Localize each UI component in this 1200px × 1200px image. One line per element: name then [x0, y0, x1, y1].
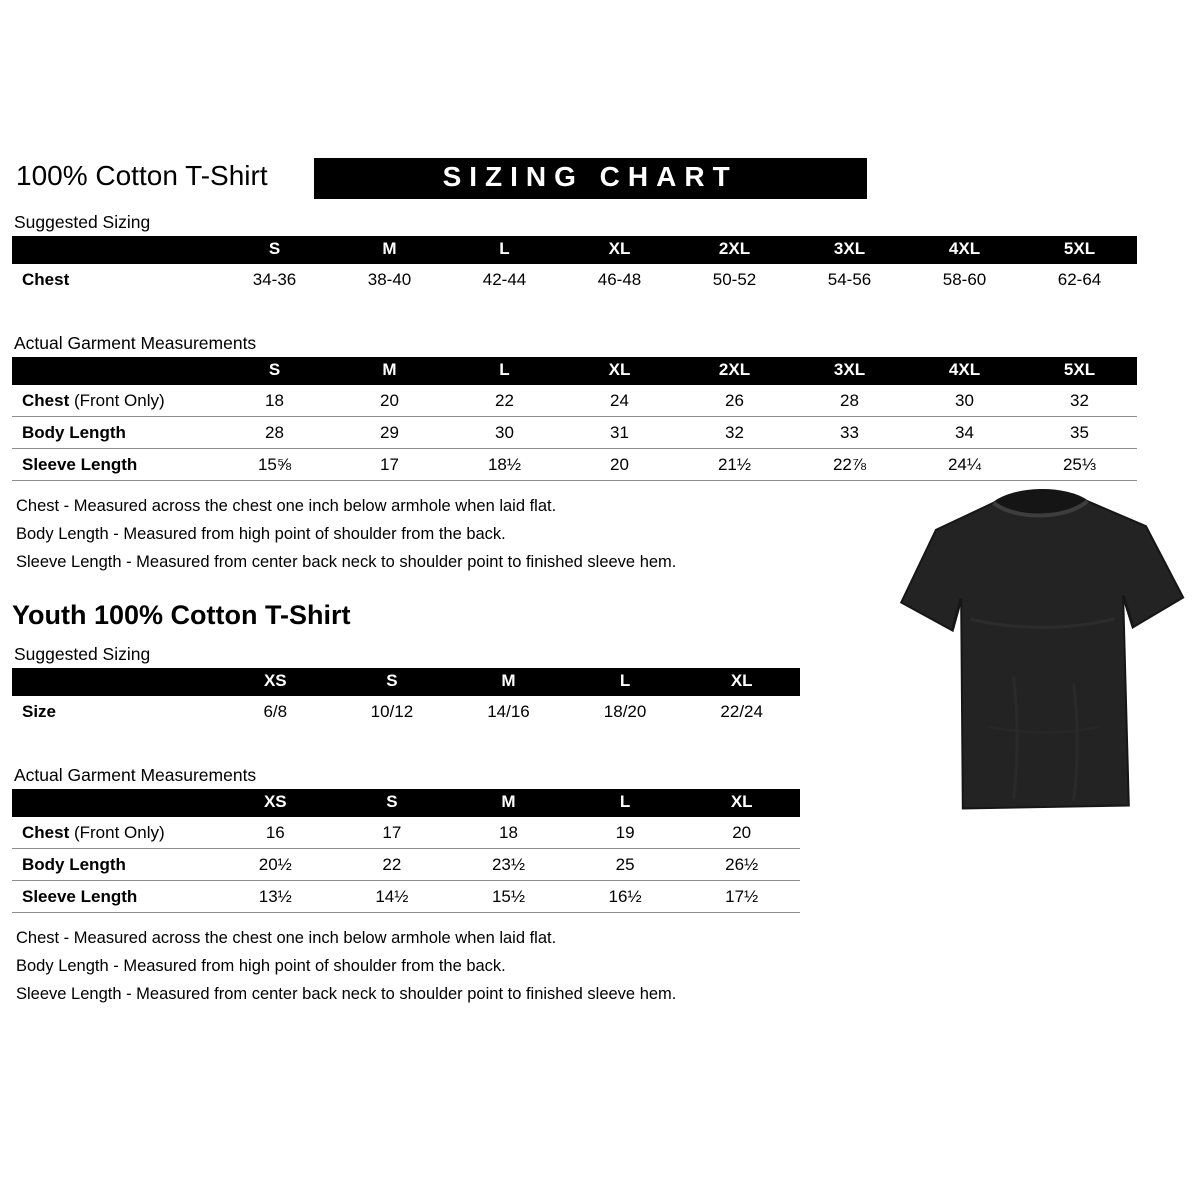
size-column-header: XL [683, 668, 800, 696]
page-header [12, 158, 1144, 199]
note-line: Sleeve Length - Measured from center back neck to shoulder point to finished sleeve hem. [16, 985, 677, 1003]
adult-actual-table [12, 357, 1137, 481]
size-header-row [12, 357, 1137, 385]
note-line: Body Length - Measured from high point of shoulder from the back. [16, 957, 506, 975]
measurement-value: 25 [567, 849, 684, 881]
size-column-header: XL [683, 789, 800, 817]
size-column-header: M [450, 668, 567, 696]
size-column-header: 2XL [677, 357, 792, 385]
measurement-value: 50-52 [712, 270, 757, 289]
measurement-value: 38-40 [367, 270, 412, 289]
measurement-value: 22 [334, 849, 451, 881]
youth-title: Youth 100% Cotton T-Shirt [12, 600, 351, 630]
measurement-value: 15½ [450, 881, 567, 913]
measurement-value: 14/16 [487, 702, 530, 721]
size-column-header: L [447, 357, 562, 385]
measurement-value: 22/24 [720, 702, 763, 721]
size-column-header: M [450, 789, 567, 817]
row-label: Body Length [12, 417, 217, 449]
measurement-row [12, 696, 800, 727]
measurement-value: 23½ [450, 849, 567, 881]
size-column-header: 4XL [907, 357, 1022, 385]
size-column-header: 5XL [1022, 357, 1137, 385]
size-column-header: XL [562, 357, 677, 385]
note-line: Sleeve Length - Measured from center back neck to shoulder point to finished sleeve hem. [16, 553, 677, 571]
row-label: Size [22, 702, 57, 721]
adult-actual-label: Actual Garment Measurements [14, 333, 257, 353]
measurement-value: 35 [1022, 417, 1137, 449]
measurement-value: 54-56 [827, 270, 872, 289]
measurement-value: 33 [792, 417, 907, 449]
measurement-row [12, 264, 1137, 295]
measurement-value: 32 [677, 417, 792, 449]
header-spacer [12, 668, 217, 696]
tshirt-photo [893, 476, 1193, 818]
measurement-value: 46-48 [597, 270, 642, 289]
measurement-value: 22 [447, 385, 562, 417]
size-header-row [12, 668, 800, 696]
measurement-value: 31 [562, 417, 677, 449]
adult-suggested-table [12, 236, 1137, 295]
measurement-value: 14½ [334, 881, 451, 913]
measurement-value: 20½ [217, 849, 334, 881]
measurement-row [12, 817, 800, 849]
size-column-header: M [332, 357, 447, 385]
measurement-value: 34 [907, 417, 1022, 449]
measurement-value: 62-64 [1057, 270, 1102, 289]
measurement-value: 19 [567, 817, 684, 849]
size-column-header: XS [217, 789, 334, 817]
size-column-header: L [567, 668, 684, 696]
measurement-row [12, 385, 1137, 417]
size-column-header: 5XL [1022, 236, 1137, 264]
row-label: Chest [22, 270, 70, 289]
size-column-header: XL [562, 236, 677, 264]
size-column-header: XS [217, 668, 334, 696]
size-column-header: L [567, 789, 684, 817]
measurement-value: 24¼ [907, 449, 1022, 481]
measurement-value: 17½ [683, 881, 800, 913]
measurement-value: 26½ [683, 849, 800, 881]
black-tshirt-image [893, 476, 1193, 818]
size-column-header: 2XL [677, 236, 792, 264]
measurement-value: 58-60 [942, 270, 987, 289]
measurement-value: 20 [683, 817, 800, 849]
measurement-value: 17 [332, 449, 447, 481]
youth-actual-table [12, 789, 800, 913]
size-header-row [12, 236, 1137, 264]
youth-notes [12, 929, 1144, 1004]
measurement-value: 18 [450, 817, 567, 849]
measurement-value: 30 [907, 385, 1022, 417]
row-label: Chest (Front Only) [12, 385, 217, 417]
measurement-value: 24 [562, 385, 677, 417]
measurement-row [12, 881, 800, 913]
size-column-header: S [217, 357, 332, 385]
row-label: Sleeve Length [12, 881, 217, 913]
measurement-value: 16½ [567, 881, 684, 913]
measurement-value: 17 [334, 817, 451, 849]
measurement-value: 16 [217, 817, 334, 849]
sizing-chart-banner: SIZING CHART [314, 158, 867, 199]
size-column-header: L [447, 236, 562, 264]
measurement-value: 18/20 [603, 702, 647, 721]
measurement-value: 32 [1022, 385, 1137, 417]
youth-actual-label: Actual Garment Measurements [14, 765, 257, 785]
header-spacer [12, 357, 217, 385]
measurement-value: 28 [217, 417, 332, 449]
note-line: Chest - Measured across the chest one inch below armhole when laid flat. [16, 497, 557, 515]
measurement-value: 30 [447, 417, 562, 449]
size-column-header: S [217, 236, 332, 264]
measurement-value: 20 [332, 385, 447, 417]
measurement-value: 28 [792, 385, 907, 417]
size-column-header: 3XL [792, 357, 907, 385]
measurement-row [12, 417, 1137, 449]
size-column-header: S [334, 789, 451, 817]
measurement-value: 18½ [447, 449, 562, 481]
measurement-value: 22⅞ [792, 449, 907, 481]
adult-suggested-label: Suggested Sizing [14, 212, 151, 232]
size-column-header: 4XL [907, 236, 1022, 264]
page-title: 100% Cotton T-Shirt [16, 160, 268, 191]
measurement-row [12, 849, 800, 881]
measurement-value: 15⅝ [217, 449, 332, 481]
measurement-value: 13½ [217, 881, 334, 913]
header-spacer [12, 236, 217, 264]
note-line: Body Length - Measured from high point of shoulder from the back. [16, 525, 506, 543]
measurement-value: 29 [332, 417, 447, 449]
youth-suggested-label: Suggested Sizing [14, 644, 151, 664]
row-label: Sleeve Length [12, 449, 217, 481]
measurement-value: 6/8 [263, 702, 288, 721]
measurement-value: 10/12 [370, 702, 414, 721]
measurement-value: 18 [217, 385, 332, 417]
size-column-header: M [332, 236, 447, 264]
size-column-header: S [334, 668, 451, 696]
measurement-value: 21½ [677, 449, 792, 481]
header-spacer [12, 789, 217, 817]
note-line: Chest - Measured across the chest one inch below armhole when laid flat. [16, 929, 557, 947]
size-column-header: 3XL [792, 236, 907, 264]
size-header-row [12, 789, 800, 817]
measurement-value: 26 [677, 385, 792, 417]
measurement-value: 34-36 [252, 270, 297, 289]
row-label: Body Length [12, 849, 217, 881]
measurement-value: 42-44 [482, 270, 527, 289]
measurement-value: 20 [562, 449, 677, 481]
row-label: Chest (Front Only) [12, 817, 217, 849]
youth-suggested-table [12, 668, 800, 727]
measurement-value: 25⅓ [1022, 449, 1137, 481]
